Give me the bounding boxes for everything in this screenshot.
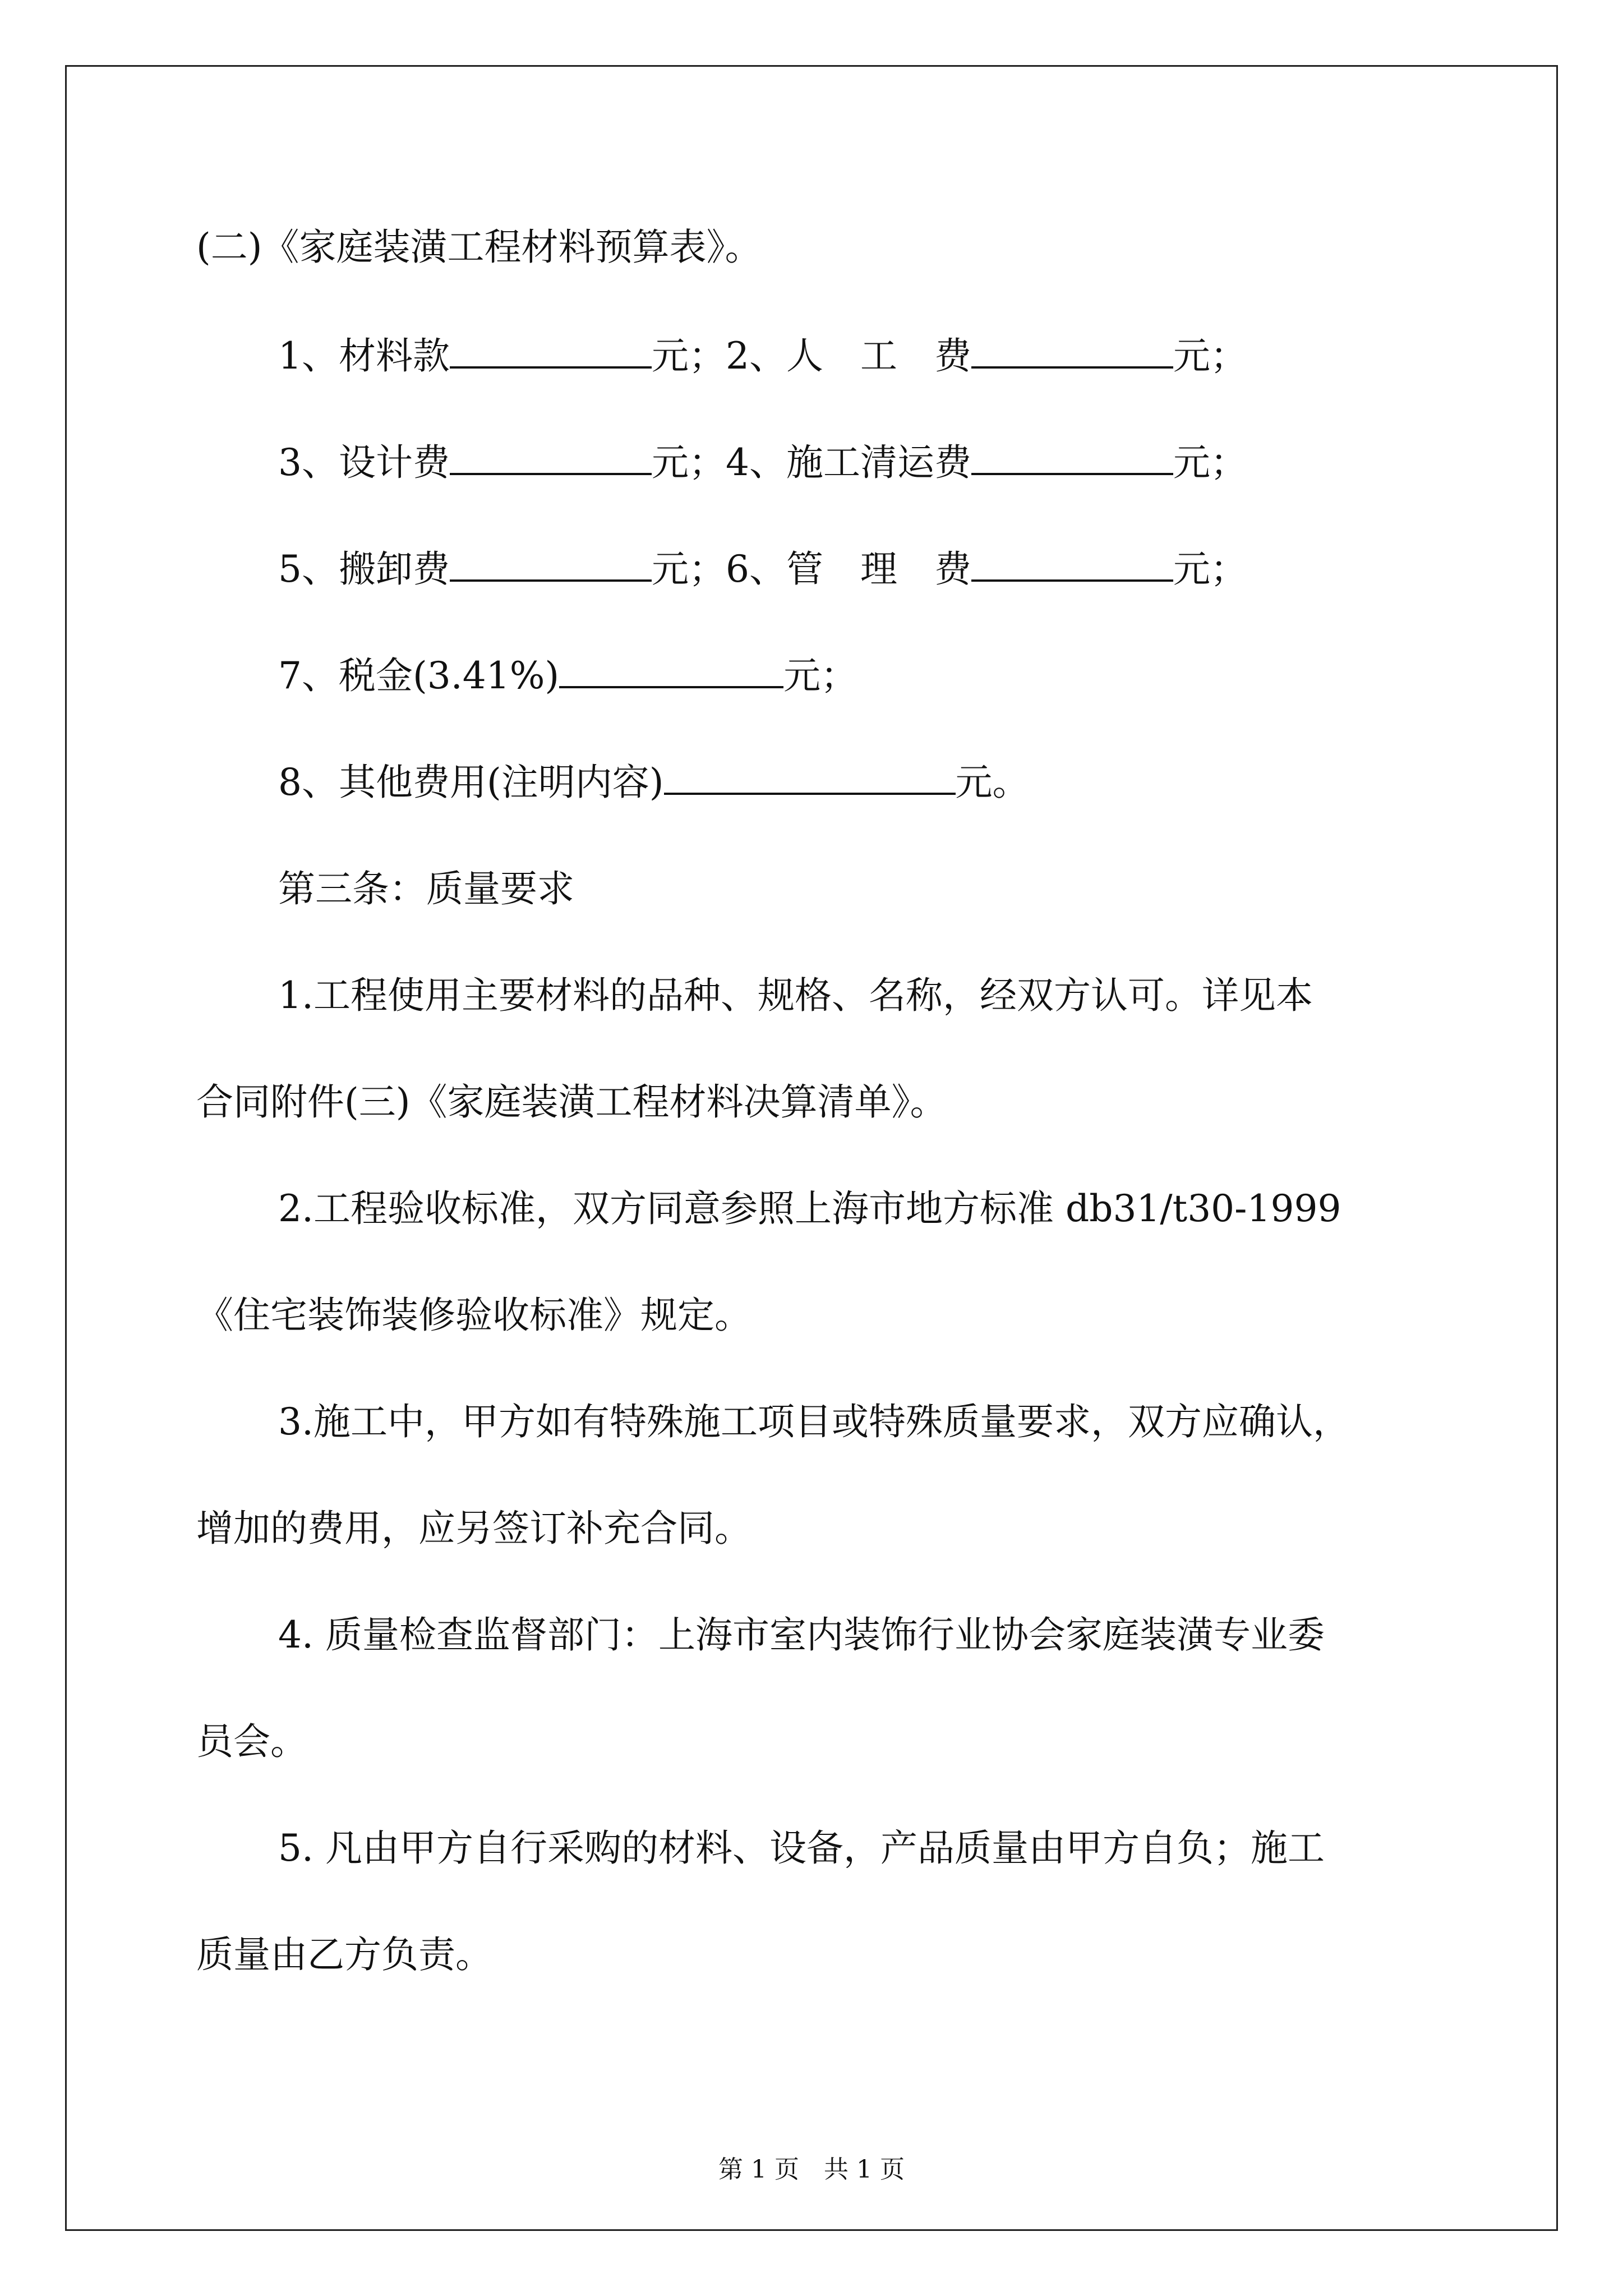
- paragraph-1-line-1: 1.工程使用主要材料的品种、规格、名称，经双方认可。详见本: [278, 974, 1313, 1017]
- fee-label-design: 3、设计费: [278, 441, 450, 484]
- paragraph-2-line-1: 2.工程验收标准，双方同意参照上海市地方标准 db31/t30-1999: [278, 1187, 1341, 1230]
- paragraph-3-line-2: 增加的费用，应另签订补充合同。: [196, 1507, 751, 1550]
- fee-label-labor: 2、人 工 费: [726, 334, 971, 378]
- blank-cleanup: [971, 439, 1173, 475]
- article-three-heading: 第三条：质量要求: [278, 867, 574, 910]
- fee-line-3: [278, 544, 1247, 595]
- fee-unit: 元；: [652, 547, 726, 591]
- blank-other: [664, 759, 956, 795]
- fee-label-material: 1、材料款: [278, 334, 450, 378]
- paragraph-5-line-2: 质量由乙方负责。: [196, 1933, 492, 1976]
- blank-moving: [450, 546, 652, 582]
- section-heading: (二)《家庭装潢工程材料预算表》。: [196, 226, 762, 269]
- paragraph-4-line-1: 4. 质量检查监督部门：上海市室内装饰行业协会家庭装潢专业委: [278, 1613, 1325, 1657]
- blank-labor: [971, 333, 1173, 369]
- tax-line: [278, 651, 857, 701]
- page-footer: 第 1 页 共 1 页: [718, 2155, 905, 2184]
- paragraph-5-line-1: 5. 凡由甲方自行采购的材料、设备，产品质量由甲方自负；施工: [278, 1826, 1325, 1870]
- other-fee-unit: 元。: [955, 761, 1030, 804]
- fee-unit: 元；: [652, 334, 726, 378]
- blank-tax: [559, 652, 783, 688]
- fee-unit: 元；: [652, 441, 726, 484]
- tax-unit: 元；: [783, 654, 858, 697]
- blank-design: [450, 439, 652, 475]
- fee-line-2: [278, 438, 1247, 488]
- fee-label-moving: 5、搬卸费: [278, 547, 450, 591]
- paragraph-1-line-2: 合同附件(三)《家庭装潢工程材料决算清单》。: [196, 1080, 947, 1124]
- fee-unit: 元；: [1173, 547, 1247, 591]
- tax-label: 7、税金(3.41%): [278, 654, 560, 697]
- blank-material: [450, 333, 652, 369]
- fee-unit: 元；: [1173, 441, 1247, 484]
- paragraph-2-line-2: 《住宅装饰装修验收标准》规定。: [196, 1294, 751, 1337]
- page-border: [65, 65, 1558, 2231]
- fee-line-1: [278, 331, 1247, 381]
- blank-management: [971, 546, 1173, 582]
- paragraph-3-line-1: 3.施工中，甲方如有特殊施工项目或特殊质量要求，双方应确认，: [278, 1400, 1350, 1443]
- fee-label-management: 6、管 理 费: [726, 547, 971, 591]
- paragraph-4-line-2: 员会。: [196, 1720, 307, 1763]
- other-fee-label: 8、其他费用(注明内容): [278, 761, 664, 804]
- fee-unit: 元；: [1173, 334, 1247, 378]
- fee-label-cleanup: 4、施工清运费: [726, 441, 971, 484]
- other-fee-line: [278, 757, 1030, 808]
